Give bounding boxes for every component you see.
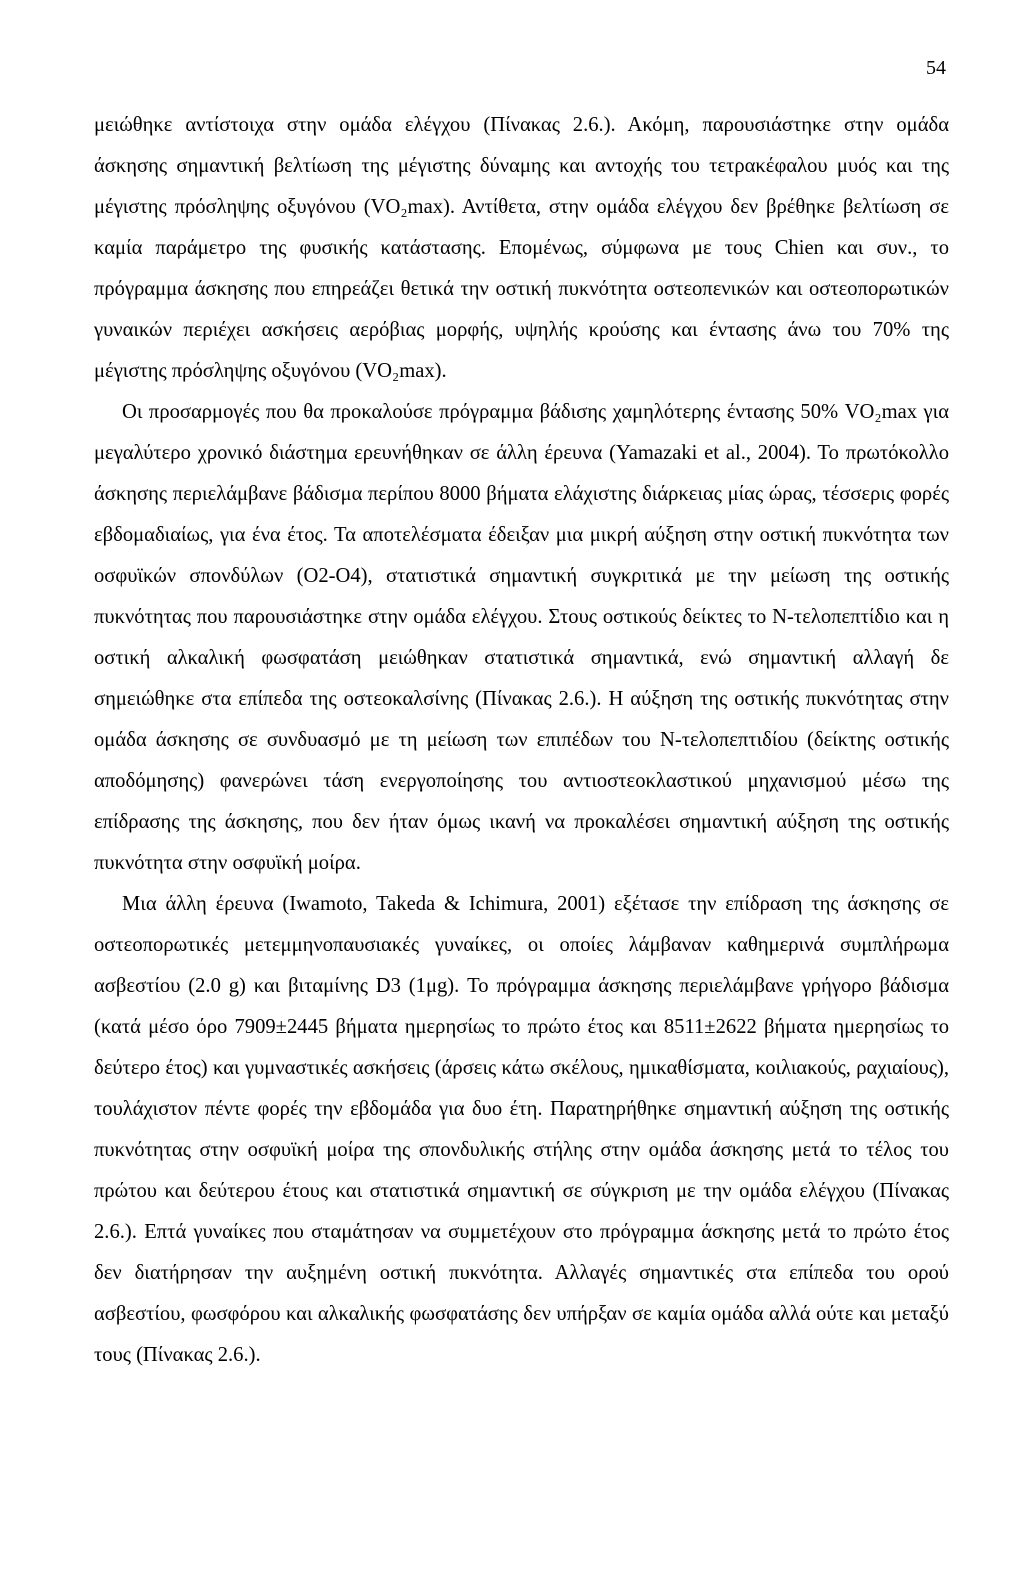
paragraph-continuation: μειώθηκε αντίστοιχα στην ομάδα ελέγχου (Πίνακας 2.6.). Ακόμη, παρουσιάστηκε στην ομάδα άσκησης σημαντική βελτίωση της μέγιστης δύναμης και αντοχής του τετρακέφαλου μυός και της μέγιστης πρόσληψης οξυγόνου (VO₂max). Αντίθετα, στην ομάδα ελέγχου δεν βρέθηκε βελτίωση σε καμία παράμετρο της φυσικής κατάστασης. Επομένως, σύμφωνα με τους Chien και συν., το πρόγραμμα άσκησης που επηρεάζει θετικά την οστική πυκνότητα οστεοπενικών και οστεοπορωτικών γυναικών περιέχει ασκήσεις αερόβιας μορφής, υψηλής κρούσης και έντασης άνω του 70% της μέγιστης πρόσληψης οξυγόνου (VO₂max). [94, 114, 949, 382]
page-number: 54 [926, 57, 946, 79]
document-body [94, 105, 949, 1376]
paragraph-yamazaki-study: Οι προσαρμογές που θα προκαλούσε πρόγραμμα βάδισης χαμηλότερης έντασης 50% VO₂max για μεγαλύτερο χρονικό διάστημα ερευνήθηκαν σε άλλη έρευνα (Yamazaki et al., 2004). Το πρωτόκολλο άσκησης περιελάμβανε βάδισμα περίπου 8000 βήματα ελάχιστης διάρκειας μίας ώρας, τέσσερις φορές εβδομαδιαίως, για ένα έτος. Τα αποτελέσματα έδειξαν μια μικρή αύξηση στην οστική πυκνότητα των οσφυϊκών σπονδύλων (O2-O4), στατιστικά σημαντική συγκριτικά με την μείωση της οστικής πυκνότητας που παρουσιάστηκε στην ομάδα ελέγχου. Στους οστικούς δείκτες το Ν-τελοπεπτίδιο και η οστική αλκαλική φωσφατάση μειώθηκαν στατιστικά σημαντικά, ενώ σημαντική αλλαγή δε σημειώθηκε στα επίπεδα της οστεοκαλσίνης (Πίνακας 2.6.). Η αύξηση της οστικής πυκνότητας στην ομάδα άσκησης σε συνδυασμό με τη μείωση των επιπέδων του Ν-τελοπεπτιδίου (δείκτης οστικής αποδόμησης) φανερώνει τάση ενεργοποίησης του αντιοστεοκλαστικού μηχανισμού μέσω της επίδρασης της άσκησης, που δεν ήταν όμως ικανή να προκαλέσει σημαντική αύξηση της οστικής πυκνότητα στην οσφυϊκή μοίρα. [94, 401, 949, 874]
paragraph-iwamoto-study: Μια άλλη έρευνα (Iwamoto, Takeda & Ichimura, 2001) εξέτασε την επίδραση της άσκησης σε οστεοπορωτικές μετεμμηνοπαυσιακές γυναίκες, οι οποίες λάμβαναν καθημερινά συμπλήρωμα ασβεστίου (2.0 g) και βιταμίνης D3 (1μg). Το πρόγραμμα άσκησης περιελάμβανε γρήγορο βάδισμα (κατά μέσο όρο 7909±2445 βήματα ημερησίως το πρώτο έτος και 8511±2622 βήματα ημερησίως το δεύτερο έτος) και γυμναστικές ασκήσεις (άρσεις κάτω σκέλους, ημικαθίσματα, κοιλιακούς, ραχιαίους), τουλάχιστον πέντε φορές την εβδομάδα για δυο έτη. Παρατηρήθηκε σημαντική αύξηση της οστικής πυκνότητας στην οσφυϊκή μοίρα της σπονδυλικής στήλης στην ομάδα άσκησης μετά το τέλος του πρώτου και δεύτερου έτους και στατιστικά σημαντική σε σύγκριση με την ομάδα ελέγχου (Πίνακας 2.6.). Επτά γυναίκες που σταμάτησαν να συμμετέχουν στο πρόγραμμα άσκησης μετά το πρώτο έτος δεν διατήρησαν την αυξημένη οστική πυκνότητα. Αλλαγές σημαντικές στα επίπεδα του ορού ασβεστίου, φωσφόρου και αλκαλικής φωσφατάσης δεν υπήρξαν σε καμία ομάδα αλλά ούτε και μεταξύ τους (Πίνακας 2.6.). [94, 893, 949, 1366]
